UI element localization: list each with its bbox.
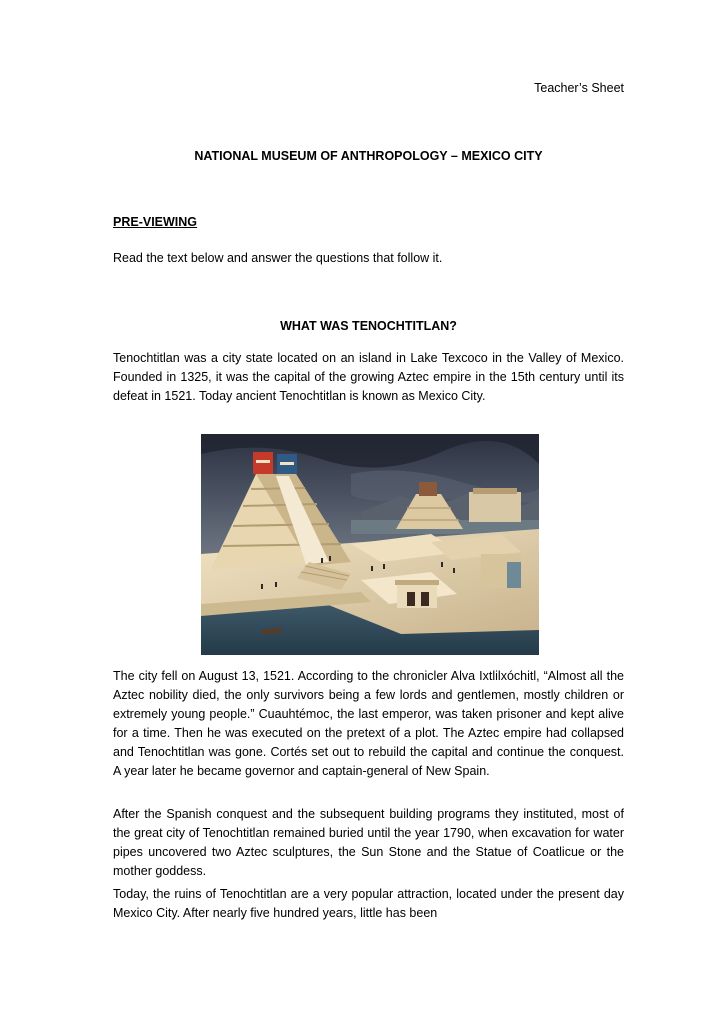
tenochtitlan-painting-image bbox=[201, 434, 539, 655]
article-paragraph-1: Tenochtitlan was a city state located on an island in Lake Texcoco in the Valley of Mexico. Founded in 1325, it was the capital of the growing Aztec empire in the 15th century until its defeat in 1521. Today ancient Tenochtitlan is known as Mexico City. bbox=[113, 351, 624, 403]
museum-title: NATIONAL MUSEUM OF ANTHROPOLOGY – MEXICO CITY bbox=[194, 149, 543, 163]
article-title: WHAT WAS TENOCHTITLAN? bbox=[280, 319, 457, 333]
section-heading-previewing: PRE-VIEWING bbox=[113, 215, 198, 229]
instructions-text: Read the text below and answer the questions that follow it. bbox=[113, 251, 443, 265]
document-page bbox=[113, 0, 624, 1030]
article-paragraph-3: After the Spanish conquest and the subsequent building programs they instituted, most of the great city of Tenochtitlan remained buried until the year 1790, when excavation for water pipes uncovered two Aztec sculptures, the Sun Stone and the Statue of Coatlicue or the mother goddess. bbox=[113, 807, 624, 878]
tenochtitlan-illustration bbox=[201, 434, 539, 655]
article-paragraph-4: Today, the ruins of Tenochtitlan are a very popular attraction, located under the present day Mexico City. After nearly five hundred years, little has been bbox=[113, 887, 624, 920]
article-paragraph-2: The city fell on August 13, 1521. According to the chronicler Alva Ixtlilxóchitl, “Almost all the Aztec nobility died, the only survivors being a few lords and gentlemen, mostly children or extremely young people.” Cuauhtémoc, the last emperor, was taken prisoner and kept alive for a time. Then he was executed on the pretext of a plot. The Aztec empire had collapsed and Tenochtitlan was gone. Cortés set out to rebuild the capital and continue the conquest. A year later he became governor and captain-general of New Spain. bbox=[113, 669, 624, 778]
sheet-label: Teacher’s Sheet bbox=[534, 81, 624, 95]
